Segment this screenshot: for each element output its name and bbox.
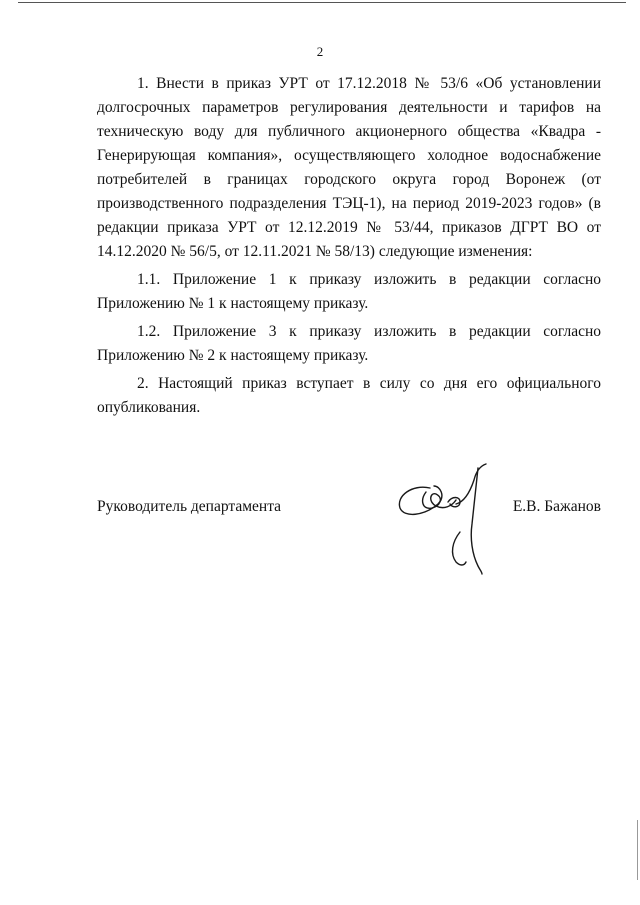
- scan-border-line: [18, 2, 626, 3]
- signer-name: Е.В. Бажанов: [512, 498, 601, 515]
- signer-position: Руководитель департамента: [97, 498, 282, 515]
- page-number: 2: [316, 44, 324, 59]
- handwritten-signature: [390, 462, 510, 577]
- paragraph-item-1-2: 1.2. Приложение 3 к приказу изложить в редакции согласно Приложению № 2 к настоящему приказу.: [97, 323, 601, 364]
- paragraph-item-2: 2. Настоящий приказ вступает в силу со дня его официального опубликования.: [97, 375, 601, 416]
- signature-block: [97, 497, 601, 521]
- paragraph-item-1-1: 1.1. Приложение 1 к приказу изложить в редакции согласно Приложению № 1 к настоящему приказу.: [97, 271, 601, 312]
- scan-edge-mark: [637, 820, 638, 880]
- paragraph-item-1: 1. Внести в приказ УРТ от 17.12.2018 № 53/6 «Об установлении долгосрочных параметров регулирования деятельности и тарифов на техническую воду для публичного акционерного общества «Квадра - Генерирующая компания», осуществляющего холодное водоснабжение потребителей в границах городского округа город Воронеж (от производственного подразделения ТЭЦ-1), на период 2019-2023 годов» (в редакции приказа УРТ от 12.12.2019 № 53/44, приказов ДГРТ ВО от 14.12.2020 № 56/5, от 12.11.2021 № 58/13) следующие изменения:: [97, 75, 601, 260]
- document-body: [97, 72, 601, 422]
